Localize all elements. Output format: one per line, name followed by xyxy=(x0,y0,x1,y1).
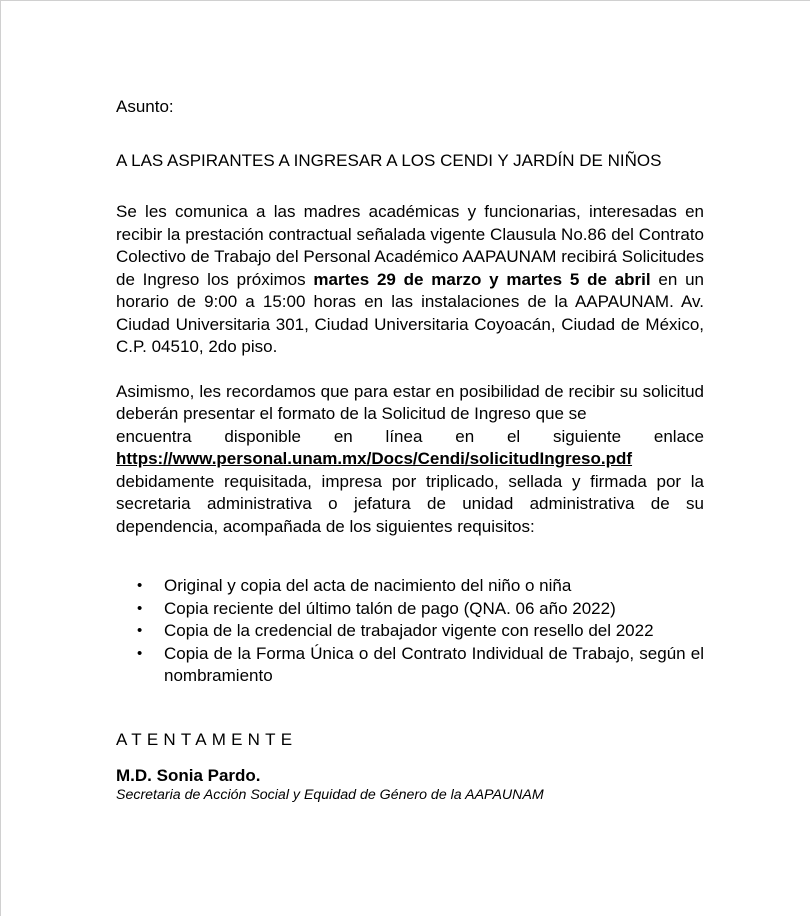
requirement-text: Copia reciente del último talón de pago (QNA. 06 año 2022) xyxy=(164,598,616,618)
subject-label: Asunto: xyxy=(116,97,174,116)
announcement-paragraph xyxy=(116,201,704,359)
document-body xyxy=(116,96,704,804)
requirements-list xyxy=(116,575,704,688)
list-item xyxy=(116,575,704,598)
list-item xyxy=(116,598,704,621)
signer-role: Secretaria de Acción Social y Equidad de Género de la AAPAUNAM xyxy=(116,787,544,803)
link-intro-text: encuentra disponible en línea en el siguiente enlace xyxy=(116,426,704,446)
list-item xyxy=(116,620,704,643)
bullet-icon: • xyxy=(137,644,143,662)
requirement-text: Original y copia del acta de nacimiento del niño o niña xyxy=(164,576,572,595)
bullet-icon: • xyxy=(137,622,143,639)
bullet-icon: • xyxy=(137,599,143,617)
signer-name: M.D. Sonia Pardo. xyxy=(116,766,261,785)
application-form-link[interactable]: https://www.personal.unam.mx/Docs/Cendi/solicitudIngreso.pdf xyxy=(116,449,633,468)
closing-salutation: ATENTAMENTE xyxy=(116,729,298,749)
paragraph-intro-text: Se les comunica a las madres académicas y funcionarias, interesadas en recibir la prestación contractual señalada vigente Clausula No.86 del Contrato Colectivo de Trabajo del Personal Académico AAPAUNAM recibirá Solicitudes de Ingreso los próximos xyxy=(116,202,704,289)
requirements-paragraph xyxy=(116,381,704,539)
bullet-icon: • xyxy=(137,577,143,594)
submission-instructions-text: debidamente requisitada, impresa por triplicado, sellada y firmada por la secretaria administrativa o jefatura de unidad administrativa de su dependencia, acompañada de los siguientes requisitos: xyxy=(116,471,704,536)
announcement-heading: A LAS ASPIRANTES A INGRESAR A LOS CENDI Y JARDÍN DE NIÑOS xyxy=(116,150,662,170)
list-item xyxy=(116,643,704,688)
requirement-text: Copia de la Forma Única o del Contrato Individual de Trabajo, según el nombramiento xyxy=(164,643,704,685)
reminder-text: Asimismo, les recordamos que para estar en posibilidad de recibir su solicitud deberán presentar el formato de la Solicitud de Ingreso que se xyxy=(116,381,704,423)
reception-dates: martes 29 de marzo y martes 5 de abril xyxy=(313,269,651,289)
schedule-location-text: en un horario de 9:00 a 15:00 horas en las instalaciones de la AAPAUNAM. Av. Ciudad Universitaria 301, Ciudad Universitaria Coyoacán, Ciudad de México, C.P. 04510, 2do piso. xyxy=(116,269,704,356)
requirement-text: Copia de la credencial de trabajador vigente con resello del 2022 xyxy=(164,621,654,640)
